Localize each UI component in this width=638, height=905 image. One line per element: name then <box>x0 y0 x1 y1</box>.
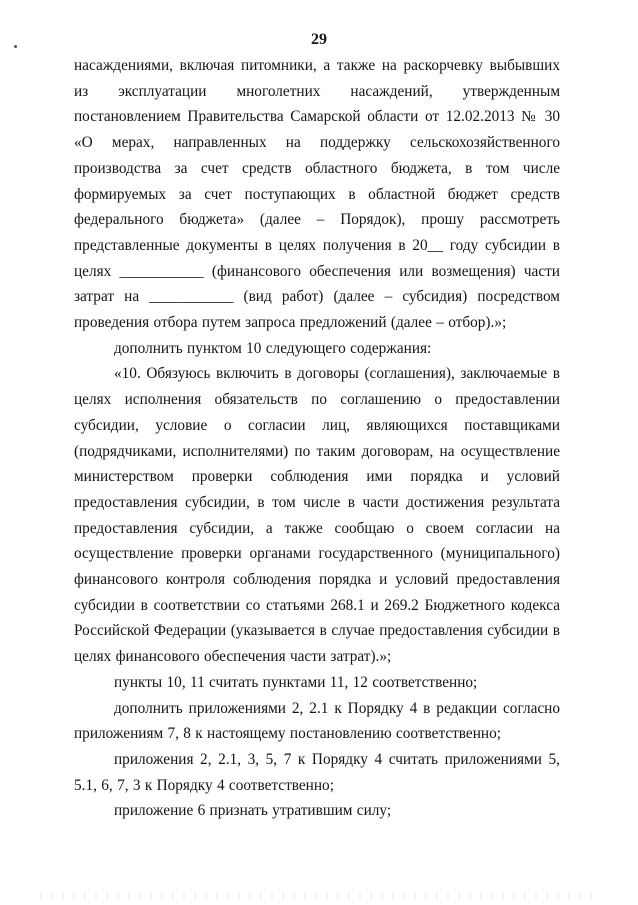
paragraph: «10. Обязуюсь включить в договоры (соглашения), заключаемые в целях исполнения обязательств по соглашению о предоставлении субсидии, условие о согласии лиц, являющихся поставщиками (подрядчиками, исполнителями) по таким договорам, на осуществление министерством проверки соблюдения ими порядка и условий предоставления субсидии, в том числе в части достижения результата предоставления субсидии, а также сообщаю о своем согласии на осуществление проверки органами государственного (муниципального) финансового контроля соблюдения порядка и условий предоставления субсидии в соответствии со статьями 268.1 и 269.2 Бюджетного кодекса Российской Федерации (указывается в случае предоставления субсидии в целях финансового обеспечения части затрат).»; <box>74 365 560 666</box>
paragraph: пункты 10, 11 считать пунктами 11, 12 соответственно; <box>114 673 478 691</box>
scan-noise <box>40 893 600 899</box>
paragraph-continuation: насаждениями, включая питомники, а также на раскорчевку выбывших из эксплуатации многолетних насаждений, утвержденным постановлением Правительства Самарской области от 12.02.2013 № 30 «О мерах, направленных на поддержку сельскохозяйственного производства за счет средств областного бюджета, в том числе формируемых за счет поступающих в областной бюджет средств федерального бюджета» (далее – Порядок), прошу рассмотреть представленные документы в целях получения в 20__ году субсидии в целях ___________ (финансового обеспечения или возмещения) части затрат на ___________ (вид работ) (далее – субсидия) посредством проведения отбора путем запроса предложений (далее – отбор).»; <box>74 57 560 332</box>
paragraph: дополнить пунктом 10 следующего содержания: <box>114 339 432 357</box>
paragraph: приложения 2, 2.1, 3, 5, 7 к Порядку 4 считать приложениями 5, 5.1, 6, 7, 3 к Порядку 4 соответственно; <box>74 750 560 794</box>
paragraph: дополнить приложениями 2, 2.1 к Порядку 4 в редакции согласно приложениям 7, 8 к настоящему постановлению соответственно; <box>74 699 560 743</box>
paragraph: приложение 6 признать утратившим силу; <box>114 802 392 820</box>
page-number: 29 <box>311 31 327 48</box>
document-body <box>74 53 560 824</box>
